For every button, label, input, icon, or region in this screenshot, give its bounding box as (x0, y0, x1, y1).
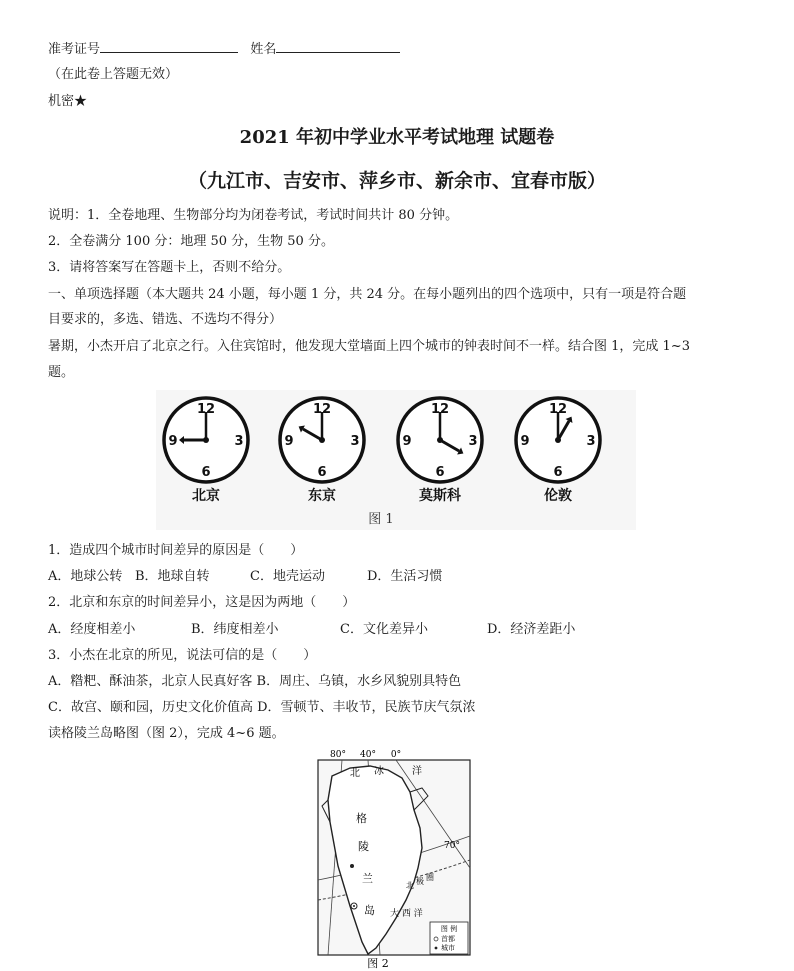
lon-label-0: 0° (390, 750, 402, 760)
instruction-3: 3．请将答案写在答题卡上，否则不给分。 (48, 260, 291, 275)
q1-option-c[interactable]: C．地壳运动 (250, 569, 325, 584)
clock-numeral: 3 (350, 434, 360, 449)
island-char-4: 岛 (364, 904, 375, 917)
q2-option-a[interactable]: A．经度相差小 (48, 622, 136, 637)
clock-numeral: 12 (548, 402, 568, 417)
page-title: 2021 年初中学业水平考试地理 试题卷 (239, 127, 555, 148)
clock-center (437, 437, 443, 443)
intro2: 读格陵兰岛略图（图 2），完成 4~6 题。 (48, 726, 285, 741)
instruction-1: 说明：1．全卷地理、生物部分均为闭卷考试，考试时间共计 80 分钟。 (48, 208, 459, 223)
q1-option-d[interactable]: D．生活习惯 (367, 569, 443, 584)
clock-numeral: 6 (553, 465, 563, 480)
clock-numeral: 9 (402, 434, 412, 449)
question-1-stem: 1．造成四个城市时间差异的原因是（ ） (48, 543, 304, 558)
intro1-line1: 暑期，小杰开启了北京之行。入住宾馆时，他发现大堂墙面上四个城市的钟表时间不一样。结合图 1，完成 1~3 (48, 339, 690, 354)
clock-numeral: 6 (317, 465, 327, 480)
q1-option-a[interactable]: A．地球公转 (48, 569, 123, 584)
clock-city-label: 莫斯科 (419, 488, 461, 504)
legend-city-symbol (435, 947, 438, 950)
clock-numeral: 12 (196, 402, 216, 417)
lon-label-80: 80° (330, 750, 346, 760)
figure-1-clocks (156, 390, 636, 530)
instruction-2: 2．全卷满分 100 分：地理 50 分，生物 50 分。 (48, 234, 334, 249)
clock-numeral: 6 (201, 465, 211, 480)
clock-numeral: 3 (586, 434, 596, 449)
ocean-bottom-label: 大 西 洋 (390, 909, 423, 919)
arctic-circle-char-2: 极 (416, 877, 424, 886)
island-char-3: 兰 (362, 872, 373, 885)
intro1-line2: 题。 (48, 365, 75, 380)
q2-option-b[interactable]: B．纬度相差小 (191, 622, 279, 637)
clock-numeral: 9 (168, 434, 178, 449)
q1-option-b[interactable]: B．地球自转 (135, 569, 210, 584)
clock-center (203, 437, 209, 443)
clock-numeral: 3 (234, 434, 244, 449)
clock-numeral: 9 (284, 434, 294, 449)
ocean-top-char-1: 北 (350, 768, 360, 779)
clock-numeral: 9 (520, 434, 530, 449)
q2-option-d[interactable]: D．经济差距小 (487, 622, 576, 637)
clock-center (555, 437, 561, 443)
city-marker (350, 864, 354, 868)
ocean-top-char-3: 洋 (412, 766, 422, 777)
lat-label-70: 70° (444, 841, 460, 851)
lon-label-40: 40° (360, 750, 376, 760)
exam-id-line (48, 40, 400, 59)
q2-option-c[interactable]: C．文化差异小 (340, 622, 428, 637)
clock-numeral: 6 (435, 465, 445, 480)
clock-center (319, 437, 325, 443)
page-subtitle: （九江市、吉安市、萍乡市、新余市、宜春市版） (187, 170, 606, 192)
invalid-note: （在此卷上答题无效） (48, 67, 179, 82)
question-3-stem: 3．小杰在北京的所见，说法可信的是（ ） (48, 648, 317, 663)
clock-numeral: 12 (312, 402, 332, 417)
capital-marker-dot (353, 905, 355, 907)
question-2-options (48, 621, 575, 639)
island-char-1: 格 (356, 812, 367, 825)
arctic-circle-char-1: 北 (406, 881, 414, 890)
section-heading-line2: 目要求的，多选、错选、不选均不得分） (48, 312, 283, 327)
legend-city-label: 城市 (441, 944, 455, 952)
clock-city-label: 伦敦 (544, 488, 572, 504)
exam-id-label: 准考证号 (48, 42, 101, 57)
figure-1-caption: 图 1 (368, 512, 394, 527)
name-blank[interactable] (276, 40, 400, 53)
name-label: 姓名 (250, 42, 277, 57)
section-heading-line1: 一、单项选择题（本大题共 24 小题，每小题 1 分，共 24 分。在每小题列出的四个选项中，只有一项是符合题 (48, 287, 687, 302)
question-1-options (48, 568, 442, 586)
figure-2-greenland-map (310, 748, 480, 970)
arctic-circle-char-3: 圈 (426, 873, 434, 882)
figure-2-caption: 图 2 (367, 957, 389, 970)
clock-numeral: 12 (430, 402, 450, 417)
q3-options-ab[interactable]: A．糌粑、酥油茶，北京人民真好客 B．周庄、乌镇，水乡风貌别具特色 (48, 674, 462, 689)
clock-city-label: 北京 (192, 488, 220, 504)
clock-city-label: 东京 (308, 488, 336, 504)
legend-capital-label: 首都 (441, 935, 455, 943)
secret-mark: 机密★ (48, 94, 88, 109)
clock-numeral: 3 (468, 434, 478, 449)
exam-id-blank[interactable] (100, 40, 238, 53)
q3-options-cd[interactable]: C．故宫、颐和园，历史文化价值高 D．雪顿节、丰收节，民族节庆气氛浓 (48, 700, 476, 715)
legend-title: 图 例 (440, 925, 458, 933)
island-char-2: 陵 (358, 840, 369, 853)
question-2-stem: 2．北京和东京的时间差异小，这是因为两地（ ） (48, 595, 356, 610)
ocean-top-char-2: 冰 (374, 766, 384, 777)
